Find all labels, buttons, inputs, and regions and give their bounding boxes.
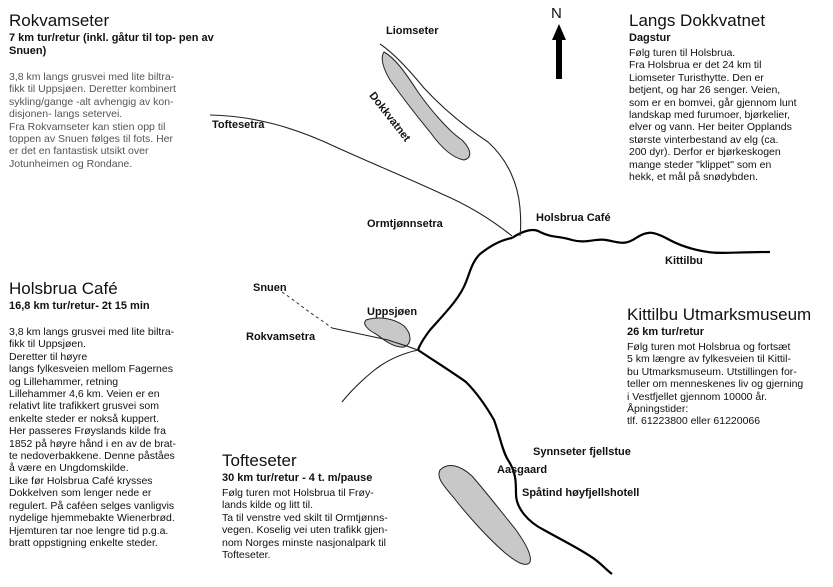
body-line: Åpningstider: xyxy=(627,403,689,416)
body-line: Dokkelven som lenger nede er xyxy=(9,487,152,500)
holsbrua-cafe-subtitle xyxy=(9,300,224,313)
body-line: hekk, et mål på snødybden. xyxy=(629,171,758,184)
subtitle-line: 30 km tur/retur - 4 t. m/pause xyxy=(222,472,373,484)
road-holsbrua-uppsjoen xyxy=(418,238,512,350)
label-spatind: Spåtind høyfjellshotell xyxy=(522,487,640,499)
body-line: landskap med furumoer, bjørkelier, xyxy=(629,109,791,122)
label-snuen: Snuen xyxy=(253,282,287,294)
body-line: teller om menneskenes liv og gjerning xyxy=(627,378,804,391)
body-line: relativt lite trafikkert grusvei som xyxy=(9,400,159,413)
body-line: Fra Holsbrua er det 24 km til xyxy=(629,59,762,72)
rokvamseter-body xyxy=(9,71,239,170)
dokkvatnet-lake xyxy=(382,52,470,160)
body-line: betjent, og har 26 senger. Veien, xyxy=(629,84,781,97)
body-line: Tofteseter. xyxy=(222,549,271,562)
body-line: 5 km længre av fylkesveien til Kittil- xyxy=(627,353,791,366)
subtitle-line: pen av Snuen) xyxy=(9,32,214,57)
body-line: bu Utmarksmuseum. Utstillingen for- xyxy=(627,365,797,378)
block-kittilbu xyxy=(627,305,831,428)
kittilbu-subtitle xyxy=(627,326,831,339)
body-line: Følg turen mot Holsbrua til Frøy- xyxy=(222,487,374,499)
block-langs-dokkvatnet xyxy=(629,11,829,183)
langs-dokkvatnet-title: Langs Dokkvatnet xyxy=(629,11,766,30)
body-line: 3,8 km langs grusvei med lite biltra- xyxy=(9,326,175,338)
body-line: som er en bomvei, går gjennom lunt xyxy=(629,96,797,109)
body-line: te nedoverbakkene. Denne påståes xyxy=(9,450,175,463)
holsbrua-cafe-title: Holsbrua Café xyxy=(9,279,118,298)
body-line: Liomseter Turisthytte. Den er xyxy=(629,71,764,84)
body-line: Lillehammer 4,6 km. Veien er en xyxy=(9,388,160,401)
kittilbu-body xyxy=(627,341,831,428)
north-arrow xyxy=(552,24,566,79)
body-line: fikk til Uppsjøen. Deretter kombinert xyxy=(9,83,176,96)
body-line: Deretter til høyre xyxy=(9,350,88,363)
rokvamseter-title: Rokvamseter xyxy=(9,11,110,30)
tofteseter-subtitle xyxy=(222,472,462,485)
body-line: er det en fantastisk utsikt over xyxy=(9,145,149,158)
body-line: 3,8 km langs grusvei med lite biltra- xyxy=(9,71,175,83)
body-line: i Vestfjellet gjennom 10000 år. xyxy=(627,390,768,403)
body-line: mange steder "klippet" som en xyxy=(629,158,772,171)
block-holsbrua-cafe xyxy=(9,279,224,549)
north-label: N xyxy=(551,5,562,22)
block-tofteseter xyxy=(222,451,462,561)
tofteseter-body xyxy=(222,487,462,561)
road-southwest xyxy=(342,350,418,402)
body-line: 1852 på høyre hånd i en av de brat- xyxy=(9,437,176,450)
body-line: langs fylkesveien mellom Fagernes xyxy=(9,363,173,376)
langs-dokkvatnet-subtitle xyxy=(629,32,829,45)
tofteseter-title: Tofteseter xyxy=(222,451,297,470)
uppsjoen-lake xyxy=(365,318,410,347)
subtitle-line: 7 km tur/retur (inkl. gåtur til top- xyxy=(9,32,176,44)
label-holsbrua-cafe: Holsbrua Café xyxy=(536,212,611,224)
subtitle-line: 26 km tur/retur xyxy=(627,326,705,338)
langs-dokkvatnet-body xyxy=(629,47,829,183)
body-line: Jotunheimen og Rondane. xyxy=(9,157,133,170)
body-line: og Lillehammer, retning xyxy=(9,375,119,388)
body-line: lands kilde og litt til. xyxy=(222,499,314,512)
body-line: Her passeres Frøyslands kilde fra xyxy=(9,425,166,438)
body-line: elver og vann. Her beiter Opplands xyxy=(629,121,792,134)
body-line: 200 dyr). Derfor er bjørkeskogen xyxy=(629,146,781,159)
body-line: toppen av Snuen følges til fots. Her xyxy=(9,133,174,146)
block-rokvamseter xyxy=(9,11,239,170)
body-line: vegen. Koselig vei uten trafikk gjen- xyxy=(222,524,388,537)
trail-snuen xyxy=(282,292,332,328)
body-line: regulert. På caféen selges vanligvis xyxy=(9,499,175,512)
body-line: største vinterbestand av elg (ca. xyxy=(629,133,779,146)
body-line: Hjemturen tar noe lengre tid p.g.a. xyxy=(9,524,169,537)
body-line: nydelige hjemmebakte Wienerbrød. xyxy=(9,512,175,525)
road-toftesetra xyxy=(210,115,512,236)
body-line: å være en Ungdomskilde. xyxy=(9,462,129,475)
kittilbu-title: Kittilbu Utmarksmuseum xyxy=(627,305,812,324)
label-synnseter: Synnseter fjellstue xyxy=(533,446,631,458)
label-kittilbu: Kittilbu xyxy=(665,255,703,267)
body-line: bratt oppstigning enkelte steder. xyxy=(9,536,158,549)
rokvamseter-subtitle xyxy=(9,32,239,58)
body-line: tlf. 61223800 eller 61220066 xyxy=(627,415,761,428)
subtitle-line: Dagstur xyxy=(629,32,671,44)
body-line: Følg turen mot Holsbrua og fortsæt xyxy=(627,341,791,353)
label-toftesetra: Toftesetra xyxy=(212,119,265,131)
body-line: disjonen- langs setervei. xyxy=(9,108,123,121)
body-line: Like før Holsbrua Café krysses xyxy=(9,474,153,487)
label-aasgaard: Aasgaard xyxy=(497,464,548,476)
north-arrow-icon xyxy=(552,24,566,40)
label-ormtjonnsetra: Ormtjønnsetra xyxy=(367,218,443,230)
body-line: Fra Rokvamseter kan stien opp til xyxy=(9,120,166,133)
body-line: nom Norges minste nasjonalpark til xyxy=(222,536,386,549)
north-arrow-shaft xyxy=(556,39,562,79)
label-rokvamsetra: Rokvamsetra xyxy=(246,331,316,343)
body-line: sykling/gange -alt avhengig av kon- xyxy=(9,95,174,108)
subtitle-line: 16,8 km tur/retur- 2t 15 min xyxy=(9,300,150,312)
label-uppsjoen: Uppsjøen xyxy=(367,306,418,318)
label-liomseter: Liomseter xyxy=(386,25,439,37)
body-line: enkelte steder er nokså kuppert. xyxy=(9,412,160,425)
road-holsbrua-kittilbu xyxy=(512,230,770,253)
body-line: fikk til Uppsjøen. xyxy=(9,338,87,351)
holsbrua-cafe-body xyxy=(9,326,224,549)
body-line: Følg turen til Holsbrua. xyxy=(629,47,736,59)
label-dokkvatnet: Dokkvatnet xyxy=(366,90,413,145)
body-line: Ta til venstre ved skilt til Ormtjønns- xyxy=(222,511,388,524)
